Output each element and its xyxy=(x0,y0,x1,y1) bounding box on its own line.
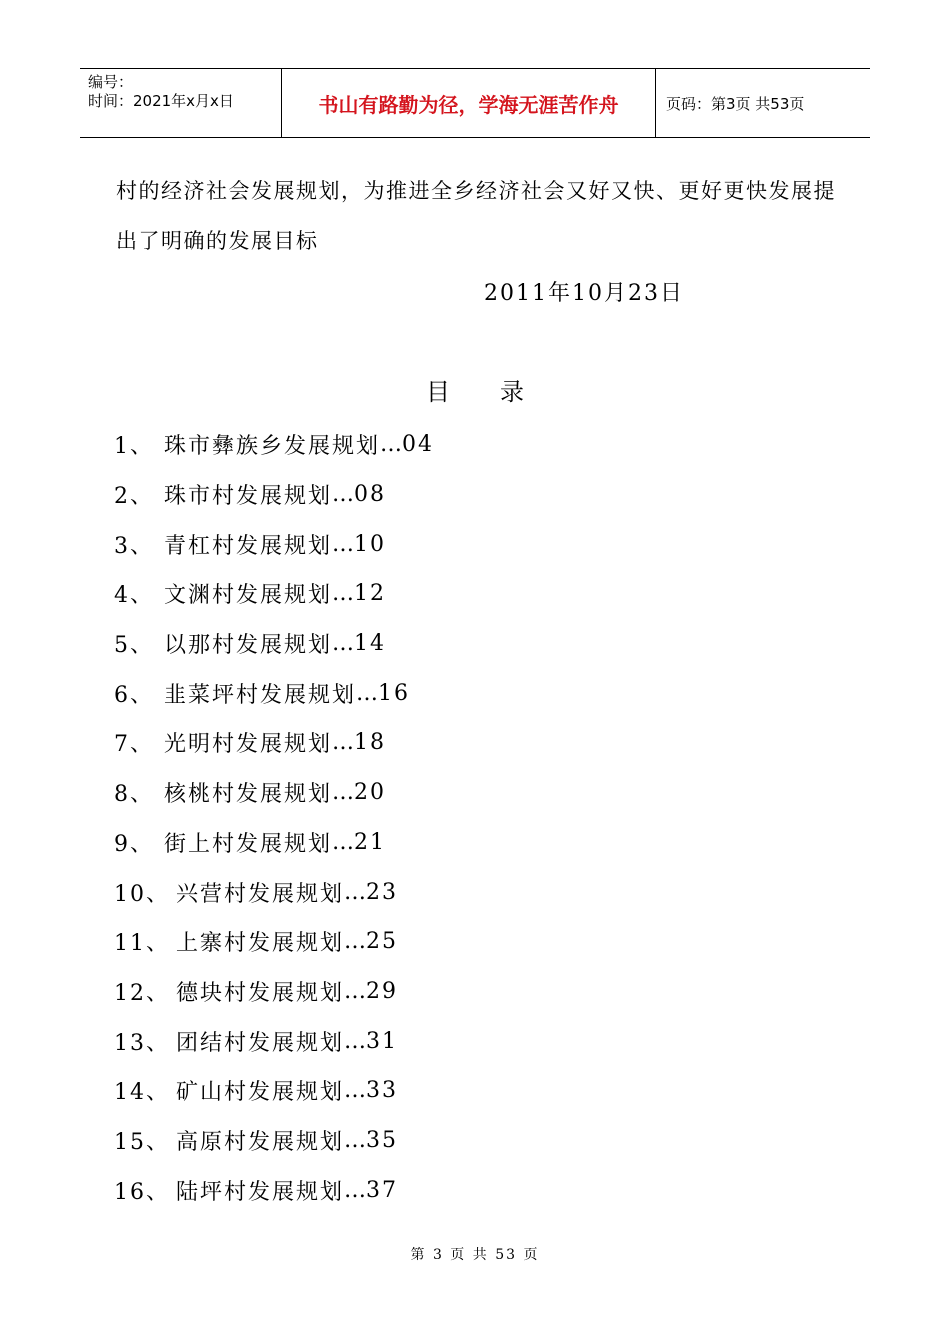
toc-item-title: 上寨村发展规划 xyxy=(176,931,345,957)
body-paragraph-line-2: 出了明确的发展目标 xyxy=(116,229,319,253)
toc-item-number: 4、 xyxy=(114,583,154,609)
toc-item-page: 35 xyxy=(366,1127,399,1153)
toc-dot-leader: … xyxy=(332,829,355,855)
toc-item-title: 团结村发展规划 xyxy=(176,1030,345,1056)
toc-dot-leader: … xyxy=(332,581,355,607)
toc-item-number: 7、 xyxy=(114,732,154,758)
toc-item-page: 25 xyxy=(366,929,399,955)
toc-item-page: 20 xyxy=(354,780,387,806)
page-header xyxy=(80,68,870,138)
header-motto: 书山有路勤为径，学海无涯苦作舟 xyxy=(282,69,656,137)
toc-item-page: 29 xyxy=(366,978,399,1004)
toc-item-number: 2、 xyxy=(114,484,154,510)
toc-item-title: 矿山村发展规划 xyxy=(176,1080,345,1106)
toc-item-title: 光明村发展规划 xyxy=(164,732,333,758)
toc-item xyxy=(114,519,754,569)
toc-item xyxy=(114,470,754,520)
toc-item xyxy=(114,569,754,619)
toc-item-title: 高原村发展规划 xyxy=(176,1129,345,1155)
toc-item xyxy=(114,867,754,917)
table-of-contents xyxy=(114,420,754,1215)
toc-item-page: 37 xyxy=(366,1177,399,1203)
toc-item-title: 文渊村发展规划 xyxy=(164,583,333,609)
toc-dot-leader: … xyxy=(344,1028,367,1054)
toc-dot-leader: … xyxy=(344,978,367,1004)
toc-item xyxy=(114,619,754,669)
toc-item xyxy=(114,1016,754,1066)
toc-item xyxy=(114,967,754,1017)
toc-item-number: 6、 xyxy=(114,682,154,708)
toc-item-page: 14 xyxy=(354,631,387,657)
toc-item-number: 12、 xyxy=(114,980,170,1006)
toc-dot-leader: … xyxy=(332,631,355,657)
toc-item-number: 11、 xyxy=(114,931,170,957)
toc-item-title: 珠市彝族乡发展规划 xyxy=(164,434,381,460)
toc-item-page: 16 xyxy=(378,680,411,706)
toc-item-number: 10、 xyxy=(114,881,170,907)
toc-title: 目录 xyxy=(426,378,574,406)
body-paragraph-line-1: 村的经济社会发展规划，为推进全乡经济社会又好又快、更好更快发展提 xyxy=(116,179,836,203)
toc-dot-leader: … xyxy=(344,879,367,905)
toc-dot-leader: … xyxy=(344,1078,367,1104)
toc-item xyxy=(114,917,754,967)
toc-item xyxy=(114,1116,754,1166)
toc-item-page: 33 xyxy=(366,1078,399,1104)
toc-dot-leader: … xyxy=(332,730,355,756)
toc-item-page: 10 xyxy=(354,531,387,557)
toc-dot-leader: … xyxy=(344,1177,367,1203)
toc-item-title: 青杠村发展规划 xyxy=(164,533,333,559)
toc-dot-leader: … xyxy=(344,929,367,955)
toc-item-page: 21 xyxy=(354,829,387,855)
toc-item-title: 韭菜坪村发展规划 xyxy=(164,682,357,708)
toc-item-page: 04 xyxy=(402,432,435,458)
toc-dot-leader: … xyxy=(332,482,355,508)
document-date: 2011年10月23日 xyxy=(484,281,684,306)
toc-item-number: 8、 xyxy=(114,782,154,808)
doc-time-label: 时间：2021年x月x日 xyxy=(88,92,234,110)
toc-item xyxy=(114,1165,754,1215)
toc-dot-leader: … xyxy=(380,432,403,458)
toc-item xyxy=(114,718,754,768)
toc-item-number: 3、 xyxy=(114,533,154,559)
toc-item-page: 31 xyxy=(366,1028,399,1054)
page-footer: 第 3 页 共 53 页 xyxy=(410,1247,540,1263)
toc-item-title: 陆坪村发展规划 xyxy=(176,1179,345,1205)
toc-item-number: 16、 xyxy=(114,1179,170,1205)
toc-item xyxy=(114,420,754,470)
toc-item-title: 兴营村发展规划 xyxy=(176,881,345,907)
toc-dot-leader: … xyxy=(356,680,379,706)
toc-dot-leader: … xyxy=(344,1127,367,1153)
toc-item-number: 9、 xyxy=(114,831,154,857)
toc-item-page: 18 xyxy=(354,730,387,756)
header-page-info: 页码：第3页 共53页 xyxy=(666,94,805,113)
doc-code-label: 编号： xyxy=(88,73,134,91)
toc-item-title: 核桃村发展规划 xyxy=(164,782,333,808)
header-meta xyxy=(80,69,282,137)
toc-item xyxy=(114,818,754,868)
toc-item xyxy=(114,768,754,818)
toc-item-title: 珠市村发展规划 xyxy=(164,484,333,510)
toc-dot-leader: … xyxy=(332,780,355,806)
toc-item-title: 街上村发展规划 xyxy=(164,831,333,857)
toc-item xyxy=(114,1066,754,1116)
toc-item-number: 15、 xyxy=(114,1129,170,1155)
toc-item-page: 23 xyxy=(366,879,399,905)
toc-item-number: 13、 xyxy=(114,1030,170,1056)
toc-item-title: 德块村发展规划 xyxy=(176,980,345,1006)
toc-item-number: 14、 xyxy=(114,1080,170,1106)
toc-item-page: 12 xyxy=(354,581,387,607)
toc-item-number: 1、 xyxy=(114,434,154,460)
toc-item xyxy=(114,668,754,718)
toc-dot-leader: … xyxy=(332,531,355,557)
toc-item-number: 5、 xyxy=(114,633,154,659)
toc-item-title: 以那村发展规划 xyxy=(164,633,333,659)
toc-item-page: 08 xyxy=(354,482,387,508)
